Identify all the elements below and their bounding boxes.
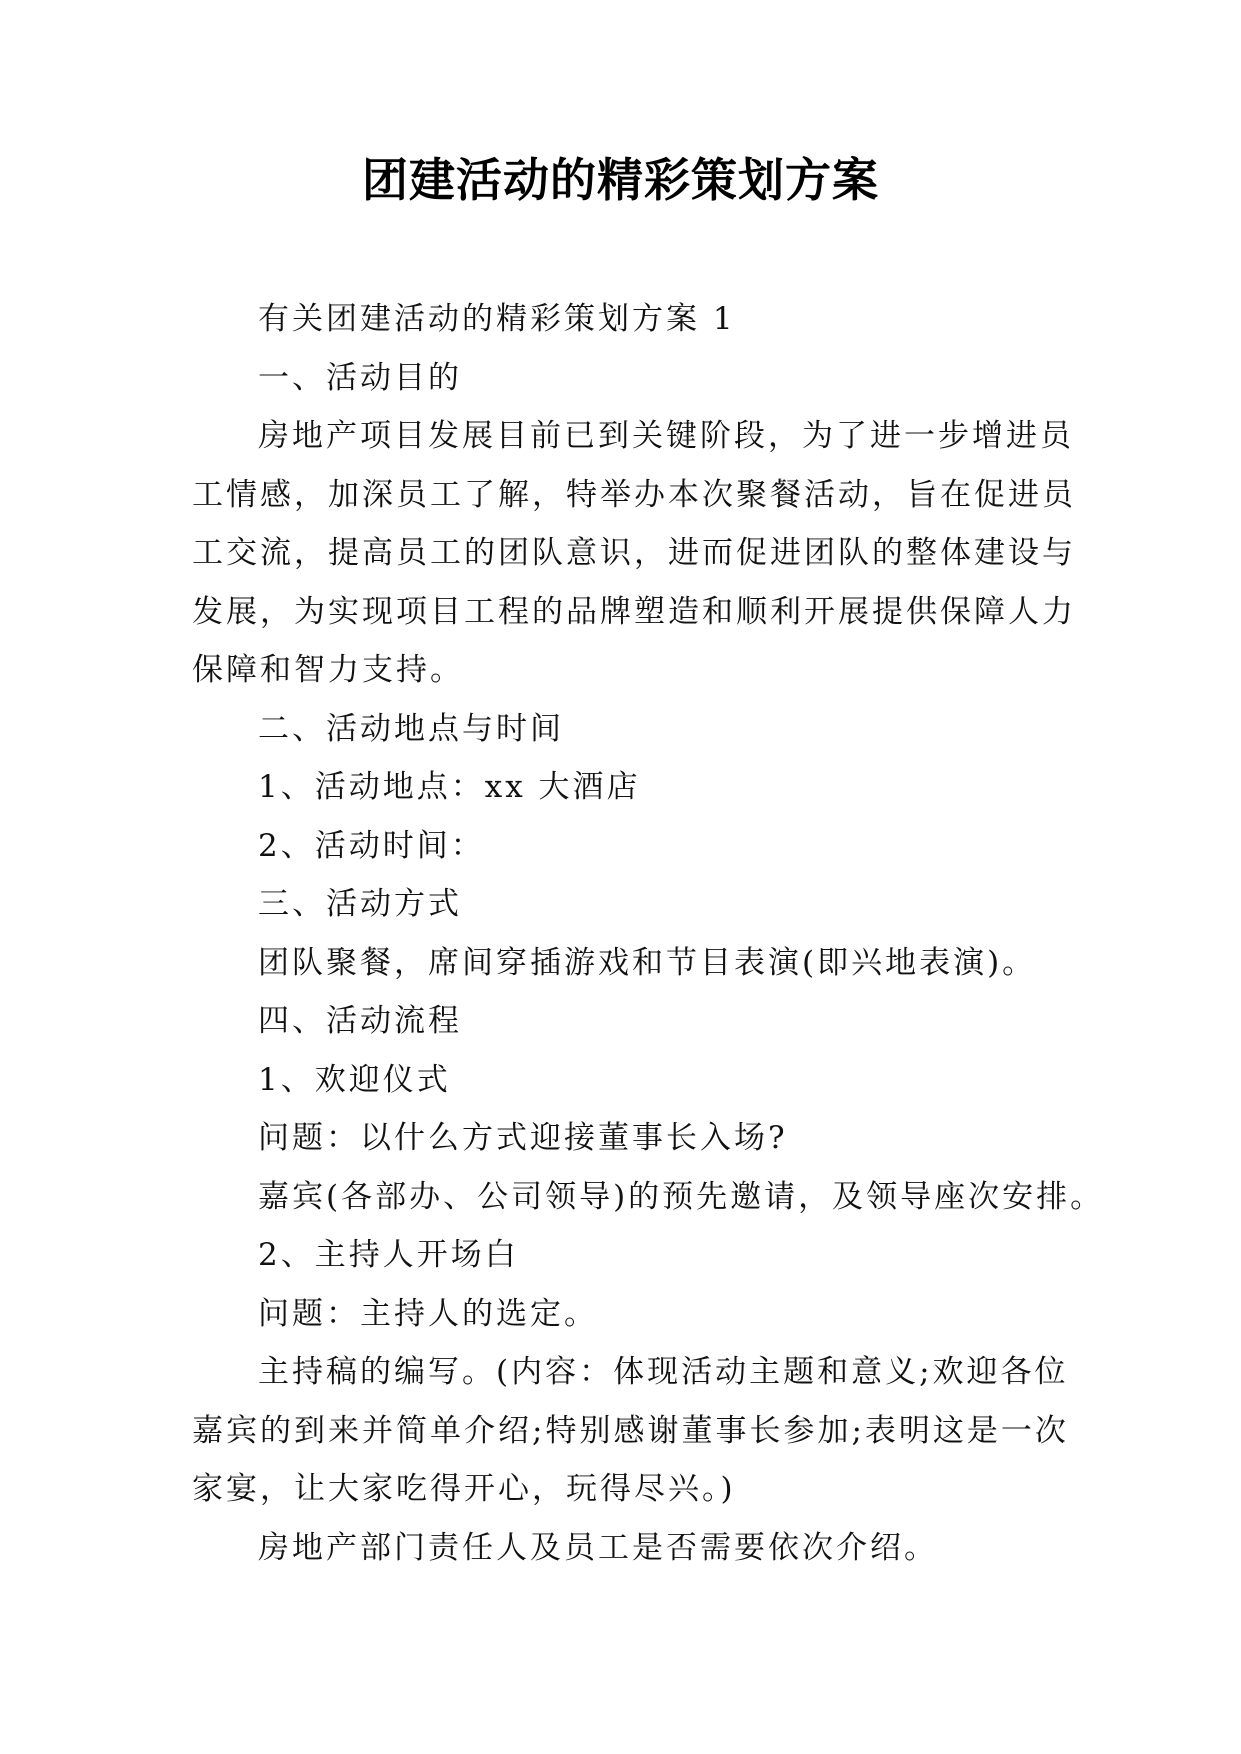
paragraph <box>192 700 1057 759</box>
paragraph <box>192 1519 1057 1578</box>
paragraph <box>192 349 1057 408</box>
paragraph-line: 2、主持人开场白 <box>258 1237 519 1273</box>
paragraph-line: 工情感，加深员工了解，特举办本次聚餐活动，旨在促进员 <box>192 476 1076 513</box>
paragraph <box>192 992 1057 1051</box>
paragraph <box>192 1168 1105 1227</box>
paragraph-line: 1、欢迎仪式 <box>258 1061 451 1098</box>
paragraph <box>192 1343 1069 1519</box>
document-body <box>192 290 1105 1577</box>
paragraph-line: 保障和智力支持。 <box>192 652 464 688</box>
paragraph-line: 问题：主持人的选定。 <box>258 1295 598 1332</box>
paragraph <box>192 817 1057 876</box>
paragraph <box>192 934 1057 993</box>
paragraph-line: 发展，为实现项目工程的品牌塑造和顺利开展提供保障人力 <box>192 593 1076 630</box>
paragraph <box>192 1285 1057 1344</box>
paragraph-line: 一、活动目的 <box>258 359 462 396</box>
paragraph-line: 家宴，让大家吃得开心，玩得尽兴。) <box>192 1471 736 1507</box>
paragraph-line: 问题：以什么方式迎接董事长入场? <box>258 1120 788 1156</box>
paragraph-line: 嘉宾的到来并简单介绍;特别感谢董事长参加;表明这是一次 <box>192 1412 1069 1449</box>
paragraph <box>192 407 1076 700</box>
paragraph-line: 工交流，提高员工的团队意识，进而促进团队的整体建设与 <box>192 535 1076 571</box>
paragraph <box>192 875 1057 934</box>
paragraph-line: 三、活动方式 <box>258 886 462 922</box>
paragraph-line: 主持稿的编写。(内容：体现活动主题和意义;欢迎各位 <box>258 1354 1069 1390</box>
paragraph-line: 团队聚餐，席间穿插游戏和节目表演(即兴地表演)。 <box>258 944 1037 981</box>
paragraph-line: 房地产部门责任人及员工是否需要依次介绍。 <box>258 1529 938 1566</box>
paragraph-line: 房地产项目发展目前已到关键阶段，为了进一步增进员 <box>258 418 1074 454</box>
paragraph <box>192 1226 1057 1285</box>
paragraph <box>192 1109 1057 1168</box>
paragraph-line: 2、活动时间： <box>258 827 485 864</box>
paragraph-line: 二、活动地点与时间 <box>258 710 564 747</box>
paragraph <box>192 758 1057 817</box>
paragraph-line: 有关团建活动的精彩策划方案 1 <box>258 301 736 337</box>
document-title: 团建活动的精彩策划方案 <box>362 153 879 207</box>
paragraph-line: 嘉宾(各部办、公司领导)的预先邀请，及领导座次安排。 <box>258 1178 1105 1215</box>
paragraph <box>192 1051 1057 1110</box>
paragraph <box>192 290 1057 349</box>
paragraph-line: 四、活动流程 <box>258 1003 462 1039</box>
paragraph-line: 1、活动地点：xx 大酒店 <box>258 769 641 805</box>
